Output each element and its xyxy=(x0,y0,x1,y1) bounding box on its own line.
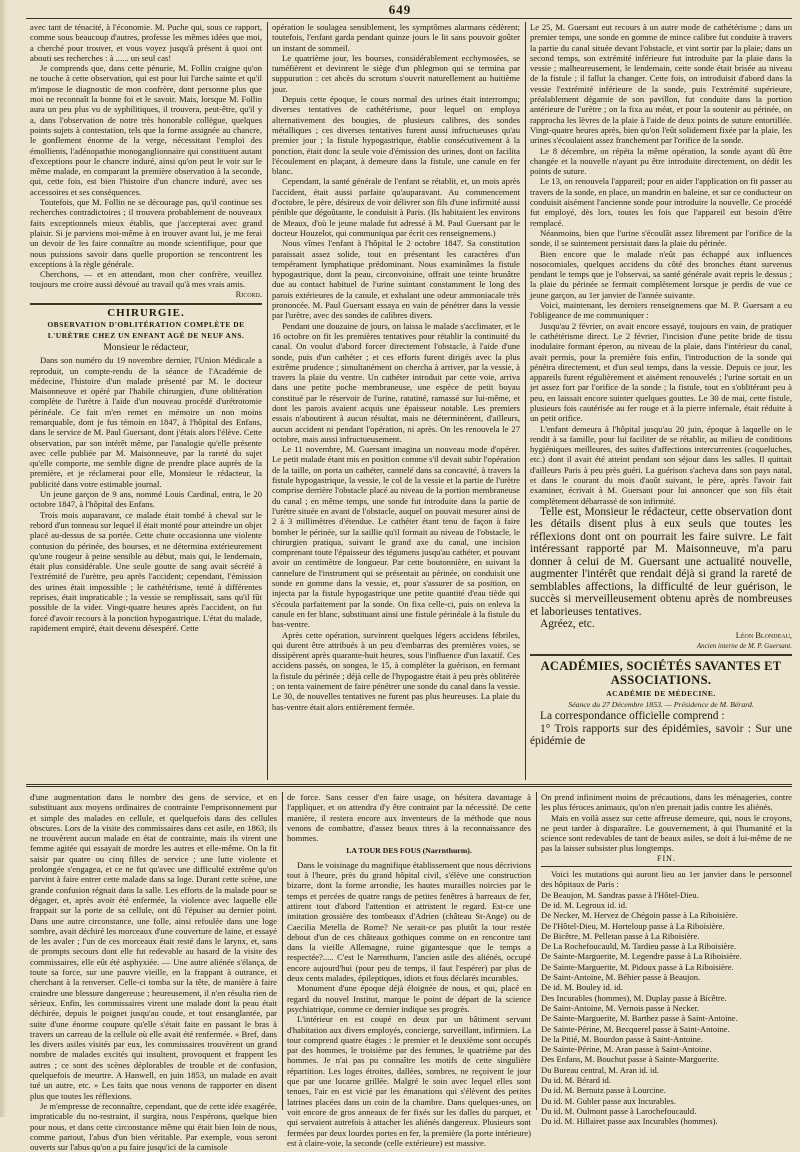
column-5 xyxy=(287,792,531,1148)
list-item: Du id. M. Bernutz passe à Lourcine. xyxy=(541,1085,666,1096)
paragraph: Voici, maintenant, les derniers renseignemens que M. P. Guersant a eu l'obligeance de me communiquer : xyxy=(530,300,792,321)
section-title-academies: ACADÉMIES, SOCIÉTÉS SAVANTES ET ASSOCIATIONS. xyxy=(540,658,782,687)
list-item: De id. M. Legroux id. id. xyxy=(541,899,628,910)
column-rule-2 xyxy=(525,22,526,780)
paragraph: Pendant une douzaine de jours, on laissa le malade s'acclimater, et le 16 octobre on fit les premières tentatives pour rétablir la continuité du canal. On voulut d'abord forcer directement l'obstacle, à l'aide d'une sonde, puis d'un cathéter ; et ces efforts furent dirigés avec la plus extrême prudence ; simultanément on chercha à arriver, par la vessie, à travers la plaie du ventre. Un cathéter introduit par cette voie, arriva dans une petite poche membraneuse, une espèce de petit boyau constitué par le réservoir de l'urine, ratatiné, ramassé sur lui-même, et dont les parois avaient acquis une épaisseur notable. Les premiers essais n'aboutirent à aucun résultat, mais ne déterminèrent, d'ailleurs, aucun accident ni pendant l'opération, ni après. On les renouvela le 27 octobre, mais aussi infructueusement. xyxy=(272,320,520,444)
list-item: Des Incurables (hommes), M. Duplay passe à Bicêtre. xyxy=(541,992,727,1003)
signature-subtitle: Ancien interne de M. P. Guersant. xyxy=(696,642,792,651)
fin-marker: FIN. xyxy=(657,853,676,863)
paragraph: Mais en voilà assez sur cette affreuse demeure, qui, nous le croyons, ne peut tarder à disparaître. Le gouvernement, à qui l'humanité et la science sont redevables de tant de beaux asiles, se doit à lui-même de ne pas la laisser subsister plus longtemps. xyxy=(541,812,792,854)
list-item: De La Rochefoucauld, M. Tardieu passe à La Riboisière. xyxy=(541,941,737,952)
paragraph: Le quatrième jour, les bourses, considérablement ecchymosées, se tuméfièrent et devinrent le siège d'un phlegmon qui se termina par suppuration : cet abcès du scrotum s'ouvrit naturellement au huitième jour. xyxy=(272,52,520,94)
list-item: De Sainte-Marguerite, M. Barthez passe à Saint-Antoine. xyxy=(541,1013,738,1024)
paragraph: Un jeune garçon de 9 ans, nommé Louis Cardinal, entra, le 20 octobre 1847, à l'hôpital des Enfans. xyxy=(30,489,262,510)
paragraph: Nous vîmes l'enfant à l'hôpital le 2 octobre 1847. Sa constitution paraissait assez solide, tout en présentant les caractères d'un tempérament lymphatique prédominant. Nous examinâmes la fistule hypogastrique, dont la peau, circonvoisine, offrait une teinte brunâtre due au contact habituel de l'urine suintant constamment le long des parois extérieures de la canule, et exhalant une odeur ammoniacale très prononcée. M. Paul Guersant essaya en vain de pénétrer dans la vessie par l'urètre, avec des sondes de calibres divers. xyxy=(272,238,520,321)
column-6 xyxy=(541,792,792,1127)
mutations-notice: Voici les mutations qui auront lieu au 1er janvier dans le personnel des hôpitaux de Paris : xyxy=(541,869,792,890)
section-subtitle-academie: ACADÉMIE DE MÉDECINE. xyxy=(606,688,716,698)
paragraph: Bien encore que le malade n'eût pas échappé aux influences nosocomiales, quelques accidens du côté des bronches étant survenus pendant le temps que je l'observai, sa santé générale avait repris le dessus ; la plaie du périnée se fermait complètement lorsque je perdis de vue ce jeune garçon, au 1er janvier de l'année suivante. xyxy=(530,248,792,300)
list-item: Du id. M. Oulmont passe à Larochefoucauld. xyxy=(541,1105,697,1116)
column-rule-3 xyxy=(282,792,283,1110)
paragraph: de force. Sans cesser d'en faire usage, on hésitera davantage à l'appliquer, et on attendra d'y être contraint par la nécessité. De cette manière, il restera encore aux inventeurs de la méthode que nous venons de combattre, d'assez beaux titres à la reconnaissance des hommes. xyxy=(287,792,531,844)
paragraph: Je comprends que, dans cette pénurie, M. Follin craigne qu'on ne touche à cette observation, qui est pour lui l'arche sainte et qu'il m'impose le diagnostic de mon confrère, dont personne plus que moi ne reconnaît la bonne foi et le savoir. Mais, lorsque M. Follin aura un peu plus vu de syphilitiques, il trouvera, peut-être, qu'il y a, dans l'observation de notre très honorable collègue, quelques points sujets à contestation, tels que la forme assignée au chancre, le gonflement énorme de la verge, nécessitant l'emploi des émollients, l'adénopathie monoganglionnaire qui constituent autant d'exceptions pour le chancre induré, ainsi qu'on peut le voir sur le même malade, en comparant la première observation à la seconde, qui, cette fois, est bien l'histoire d'un chancre induré, avec ses accessoires et ses conséquences. xyxy=(30,63,262,197)
column-2 xyxy=(272,22,520,780)
list-item: De Sainte-Périne, M. Becquerel passe à Saint-Antoine. xyxy=(541,1023,730,1034)
page-number: 649 xyxy=(388,2,412,17)
section-divider-rule-double xyxy=(26,786,792,787)
paragraph: Depuis cette époque, le cours normal des urines était interrompu; diverses tentatives de cathétérisme, pour lequel on employa alternativement des bougies, de plusieurs calibres, des sondes métalliques ; ces diverses tentatives furent aussi infructueuses qu'au premier jour ; la fistule hypogastrique, établie consécutivement à la ponction, était donc la seule voie d'émission des urines, dont on facilita l'écoulement en plaçant, à demeure dans la fistule, une canule en fer blanc. xyxy=(272,94,520,177)
salutation: Monsieur le rédacteur, xyxy=(103,342,189,353)
paragraph: Trois mois auparavant, ce malade était tombé à cheval sur le rebord d'un tonneau sur lequel il était monté pour atteindre un objet placé au-dessus de sa portée. Cette chute occasionna une violente contusion du périnée, des bourses, et ne détermina extérieurement qu'une rougeur à peine sensible au début, mais qui, le lendemain, était plus considérable. Une seule goutte de sang avait sécrété à l'extrémité de l'urètre, peu après l'accident; cependant, l'émission des urines était impossible ; le cathétérisme, tenté à différentes reprises, était impraticable ; la vessie se remplissait, sans qu'il fût possible de la vider. Vingt-quatre heures après l'accident, on fut forcé d'avoir recours à la ponction hypogastrique. L'état du malade, rapidement empiré, était devenu désespéré. Cette xyxy=(30,509,262,633)
column-rule-1 xyxy=(267,22,268,780)
list-item: De id. M. Bouley id. id. xyxy=(541,982,623,993)
paragraph-closing: Telle est, Monsieur le rédacteur, cette observation dont les détails disent plus à eux seuls que toutes les réflexions dont ont on pourrait les faire suivre. Le fait intéressant rapporté par M. Maisonneuve, m'a paru donner à celui de M. Guersant une actualité nouvelle, augmenter l'intérêt que rendait déjà si grand la rareté de semblables affections, la difficulté de leur guérison, le succès si merveilleusement obtenu après de nombreuses et laborieuses tentatives. xyxy=(530,505,792,618)
paragraph: opération le soulagea sensiblement, les symptômes alarmans cédèrent; toutefois, l'enfant garda pendant quinze jours le lit sans pouvoir goûter un instant de sommeil. xyxy=(272,22,520,53)
column-3 xyxy=(530,22,792,780)
article-separator xyxy=(30,303,262,305)
paragraph: Jusqu'au 2 février, on avait encore essayé, toujours en vain, de pratiquer le cathétérisme direct. Le 2 février, l'incision d'une petite bride de tissu inodulaire formant éperon, au niveau de la plaie, dans l'intérieur du canal, avait permis, pour la première fois enfin, l'introduction de la sonde qui pénétra directement, et d'un seul temps, dans la vessie. Depuis ce jour, les appareils furent régulièrement et aisément renouvelés ; l'urine sortait en un jet assez fort par l'orifice de la sonde ; la fistule, tout en s'oblitérant peu à peu, en laissait encore suinter quelques gouttes. Le 30 de mai, cette fistule, plusieurs fois cautérisée au fer rouge et à la pierre infernale, était réduite à un petit orifice. xyxy=(530,320,792,424)
paragraph: L'enfant demeura à l'hôpital jusqu'au 20 juin, époque à laquelle on le rendit à sa famille, pour lui faciliter de se rétablir, au milieu de conditions hygiéniques meilleures, des suites d'affections intercurrentes (coqueluches, etc.) dont il avait été atteint pendant son séjour dans les salles. Il quittait d'ailleurs Paris à peu près guéri. La guérison s'acheva dans son pays natal, et dans le courant du mois d'août suivant, le père, après l'avoir fait examiner, écrivait à M. Guersant pour lui annoncer que son fils était complètement débarrassé de son infirmité. xyxy=(530,423,792,506)
list-item: Du id. M. Hillairet passe aux Incurables (hommes). xyxy=(541,1116,718,1127)
paragraph: Le 8 décembre, on répéta la même opération, la sonde ayant dû être changée et la nouvelle n'ayant pu être introduite directement, on dédit les points de suture. xyxy=(530,145,792,177)
subtitle-tour-des-fous: LA TOUR DES FOUS (Narrnthurm). xyxy=(346,846,472,856)
paragraph: L'intérieur en est coupé en deux par un bâtiment servant d'habitation aux divers employés, concierge, surveillant, infirmiers. La tour comprend quatre étages : le premier et le deuxième sont occupés par des hommes, le troisième par des femmes, le quatrième par des hommes. Je n'ai pas pu connaître les motifs de cette singulière répartition. Les loges étroites, dallées, sombres, ne reçoivent le jour que par une lucarne grillée. Malgré le soin avec lequel elles sont tenues, l'air en est vicié par les émanations qui s'élèvent des petites latrines placées dans un coin de la chambre. Dans quelques-unes, on voit encore de gros anneaux de fer fixés sur les dalles du parquet, et qui servaient autrefois à attacher les aliénés dangereux. Plusieurs sont fermées par deux lourdes portes en fer, la première (la porte intérieure) est à claire-voie, la seconde (celle extérieure) est massive. xyxy=(287,1014,531,1148)
paragraph: Après cette opération, survinrent quelques légers accidens fébriles, qui durent être attribués à un peu d'embarras des premières voies, se dissipèrent après quarante-huit heures, sous l'influence d'un laxatif. Ces accidens passés, on songea, le 15, à compléter la guérison, en fermant la fistule du périnée ; déjà celle de l'hypogastre était à peu près oblitérée ; on tenta vainement de faire pénétrer une sonde du canal dans la vessie. Le 30, de nouvelles tentatives ne furent pas plus heureuses. La plaie du bas-ventre était alors entièrement fermée. xyxy=(272,629,520,712)
session-line: Séance du 27 Décembre 1853. — Présidence de M. Bérard. xyxy=(568,699,754,709)
paragraph: d'une augmentation dans le nombre des gens de service, et en substituant aux moyens ordinaires de contrainte l'emprisonnement pur et simple des malades en cellule, et quelquefois dans des cellules obscures. Lors de la visite des commissaires dans cet asile, en 1863, ils ne trouvèrent aucun malade en état de contrainte, mais ils virent une femme agitée qui essayait de mordre les autres et elle-même. On la fit saisir par quatre ou cinq filles de service ; une lutte violente et prolongée s'engagea, et ce ne fut qu'avec une difficulté extrême qu'on parvint à faire entrer cette malade dans sa loge. Durant cette scène, une grande confusion régnait dans la salle. Les efforts de la malade pour se dégager, et, après avoir été enfermée, la violence avec laquelle elle frappait sur la porte de sa cellule, ont dû l'épuiser au dernier point. Dans une autre circonstance, une folle, ainsi refoulée dans une loge sombre, avait déchiré les morceaux d'une couverture de laine, et essayé de les avaler ; l'un de ces morceaux était resté dans le larynx, et, sans de prompts secours dont elle fut redevable au hasard de la visite des commissaires, elle eût été asphyxiée. — Une autre aliénée s'élança, de toute sa force, sur une pauvre vieille, en la frappant à outrance, et cherchant à la renverser. Celle-ci tomba sur la tête, de manière à faire craindre une blessure dangereuse ; heureusement, il n'en résulta rien de sérieux. Enfin, les commissaires virent une malade dont la peau était déchirée, depuis le poignet jusqu'au coude, et tout ensanglantée, par suite d'une énorme coupure qu'elle s'était faite en passant le bras à travers un carreau de la cellule où elle avait été renfermée. « Bref, dans les divers asiles visités par eux, les commissaires trouvèrent un grand nombre de malades excités qui insultent, provoquent et frappent les autres ; ce sont des scènes déplorables de trouble et de confusion, quelquefois de meurtre. A Hanwell, en juin 1853, un malade en avait tué un autre, etc. » Les faits que nous venons de rapporter en disent plus que toutes les réflexions. xyxy=(30,792,277,1101)
paragraph: Cherchons, — et en attendant, mon cher confrère, veuillez toujours me croire aussi dévoué au travail qu'à mes vrais amis. xyxy=(30,269,262,290)
paragraph: Je m'empresse de reconnaître, cependant, que de cette idée exagérée, impraticable du no-restraint, il surgira, nous l'espérons, quelque bien pour nous, et dans cette circonstance même qui était bien loin de nous, comme partout, l'abus d'un bien véritable. Par exemple, vous seront ouverts sur l'abus qu'on a pu faire jusqu'ici de la camisole xyxy=(30,1100,277,1152)
list-item: De l'Hôtel-Dieu, M. Horteloup passe à La Riboisière. xyxy=(541,920,725,931)
list-item: Du id. M. Gubler passe aux Incurables. xyxy=(541,1095,676,1106)
list-item: De Beaujon, M. Sandras passe à l'Hôtel-Dieu. xyxy=(541,889,699,900)
list-item: De la Pitié, M. Bourdon passe à Saint-Antoine. xyxy=(541,1033,703,1044)
list-item: De Saint-Antoine, M. Vernois passe à Necker. xyxy=(541,1002,700,1013)
paragraph: On prend infiniment moins de précautions, dans les ménageries, contre les plus féroces animaux, qu'on n'en prenait jadis contre les aliénés. xyxy=(541,792,792,813)
paragraph: Dans son numéro du 19 novembre dernier, l'Union Médicale a reproduit, un compte-rendu de la séance de l'Académie de médecine, l'histoire d'un malade présenté par M. le docteur Maisonneuve et opéré par l'habile chirurgien, d'une oblitération complète de l'urètre à l'aide d'un nouveau procédé d'urétrotomie périnéale. Ce fait m'en remet en mémoire un non moins remarquable, dont je fus témoin en 1847, à l'hôpital des Enfans, dans le service de M. Paul Guersant, dont j'étais alors l'élève. Cette observation, par son intérêt même, par l'analogie qu'elle présente avec celle publiée par M. Maisonneuve, par la rareté du sujet qu'elle comporte, me semble digne de prendre place auprès de la première, et je réclamerai pour elle, Monsieur le rédacteur, la publicité dans votre estimable journal. xyxy=(30,355,262,489)
paragraph: Dans le voisinage du magnifique établissement que nous décrivions tout à l'heure, près du grand hôpital civil, s'élève une construction bizarre, dont la forme arrondie, les hautes murailles noircies par le temps et percées de quatre rangs de petites fenêtres à barreaux de fer, attirent tout d'abord l'attention et attristent le regard. Est-ce une imitation grossière des tombeaux d'Adrien (château St-Ange) ou de Caecilia Metella de Rome? Ne serait-ce pas plutôt la tour restée debout d'un de ces châteaux gothiques comme on en rencontre tant dans la vieille Allemagne, ruine gigantesque que le temps a respectée?..... C'est le Narrnthurm, l'ancien asile des aliénés, occupé encore aujourd'hui (pour peu de temps, il faut l'espérer) par plus de deux cents malades, épileptiques, idiots et fous déclarés incurables. xyxy=(287,859,531,984)
list-item: De Sainte-Périne, M. Aran passe à Saint-Antoine. xyxy=(541,1044,712,1055)
section-title-chirurgie: CHIRURGIE. xyxy=(107,307,185,320)
page-edge-shadow xyxy=(0,0,7,1117)
list-item: Du id. M. Bérard id. xyxy=(541,1075,611,1086)
signature-ricord: Ricord. xyxy=(235,289,262,299)
paragraph: Le 13, on renouvela l'appareil; pour en aider l'application on fit passer au travers de la sonde, en place, un mandrin en baleine, et sur ce conducteur on conduisit aisément l'ancienne sonde pour introduire la nouvelle. Ce procédé fut employé, dès lors, toutes les fois que l'appareil eut besoin d'être remplacé. xyxy=(530,176,792,228)
article-title: OBSERVATION D'OBLITÉRATION COMPLÈTE DE L'URÈTRE CHEZ UN ENFANT AGÉ DE NEUF ANS. xyxy=(47,320,245,340)
paragraph: Toutefois, que M. Follin ne se décourage pas, qu'il continue ses recherches contradictoires ; il trouvera probablement de nouveaux faits exceptionnels mieux établis, que j'accepterai avec grand plaisir. Si je parviens moi-même à en trouver avant lui, je me ferai un devoir de les faire connaître au monde scientifique, pour que nous puissions savoir dans quelle proportion se rencontrent les exceptions à la règle générale. xyxy=(30,197,262,269)
paragraph: Le 25, M. Guersant eut recours à un autre mode de cathétérisme ; dans un premier temps, une sonde en gomme de mince calibre fut conduite à travers la partie du canal située devant l'obstacle, et vint sortir par la plaie; dans un second temps, son extrémité inférieure fut introduite par la plaie dans la vessie ; malheureusement, le lendemain, cette sonde était brisée au niveau de la fistule ; il fallut la changer. Cette fois, on introduisit d'abord dans la vessie l'extrémité inférieure de la sonde, puis l'extrémité supérieure, préalablement dégarnie de son pavillon, fut conduite dans la portion antérieure de l'urètre ; on la fixa au méat, et pour la soutenir au périnée, on rapprocha les lèvres de la plaie à l'aide de deux points de suture entortillée. Vingt-quatre heures après, bien qu'on l'eût solidement fixée par la plaie, les urines s'écoulaient assez franchement par l'orifice de la sonde. xyxy=(530,22,792,146)
article-separator xyxy=(541,866,792,867)
list-item: De Bicêtre, M. Pelletan passe à La Riboisière. xyxy=(541,930,700,941)
list-item: De Saint-Antoine, M. Béhier passe à Beaujon. xyxy=(541,972,701,983)
paragraph: avec tant de ténacité, à l'économie. M. Puche qui, sous ce rapport, comme sous beaucoup d'autres, professe les mêmes idées que moi, a cherché pour trouver, et vous voyez jusqu'à présent à quoi ont abouti ses recherches : à ...... un seul cas! xyxy=(30,22,262,63)
paragraph: Néanmoins, bien que l'urine s'écoulât assez librement par l'orifice de la sonde, il se suintement persistait dans la plaie du périnée. xyxy=(530,227,792,249)
list-item: Du Bureau central, M. Aran id. id. xyxy=(541,1064,659,1075)
list-item: De Sainte-Marguerite, M. Legendre passe à La Riboisière. xyxy=(541,951,742,962)
paragraph: Monument d'une époque déjà éloignée de nous, et qui, placé en regard du nouvel Institut, marque le point de départ de la science psychiatrique, comme ce dernier indique ses progrès. xyxy=(287,983,531,1014)
closing-line: Agréez, etc. xyxy=(540,618,595,631)
paragraph: Cependant, la santé générale de l'enfant se rétablit, et, un mois après l'accident, était aussi parfaite qu'auparavant. Au commencement d'octobre, le père, désireux de voir délivrer son fils d'une infirmité aussi pénible que dégoûtante, le conduisit à Paris. (Ils habitaient les environs de Meaux, d'où le jeune malade fut adressé à M. Paul Guersant par le docteur Houzelot, qui communiqua par écrit ces renseignemens.) xyxy=(272,176,520,238)
signature-blondeau: Léon Blondeau, xyxy=(735,630,792,640)
column-1 xyxy=(30,22,262,780)
section-divider-rule xyxy=(26,784,792,785)
mutations-list xyxy=(541,890,792,1127)
article-separator xyxy=(530,654,792,656)
list-item: Des Enfans, M. Bouchut passe à Sainte-Marguerite. xyxy=(541,1054,720,1065)
correspondence-item: 1° Trois rapports sur des épidémies, savoir : Sur une épidémie de xyxy=(530,722,792,748)
correspondence-line: La correspondance officielle comprend : xyxy=(540,710,725,723)
list-item: De Sainte-Marguerite, M. Pidoux passe à La Riboisière. xyxy=(541,961,734,972)
top-rule xyxy=(26,18,792,19)
column-rule-4 xyxy=(536,792,537,1110)
list-item: De Necker, M. Hervez de Chégoin passe à La Riboisière. xyxy=(541,910,738,921)
paragraph: Le 11 novembre, M. Guersant imagina un nouveau mode d'opérer. Le petit malade étant mis en position comme s'il devait subir l'opération de la taille, on porta un cathéter, cannelé dans sa concavité, à travers la fistule hypogastrique, la vessie, le col de la vessie et la partie de l'urètre comprise derrière l'obstacle placé au niveau de la portion membraneuse du canal ; en même temps, une sonde fut introduite dans la partie de l'urètre située en avant de l'obstacle, auquel on pouvait mesurer ainsi de 2 à 3 millimètres d'étendue. Le cathéter étant tenu de façon à faire bomber le périnée, sur la saillie qu'il formait au niveau de l'obstacle, le chirurgien pratiqua, suivant le grand axe du canal, une incision comprenant toute l'épaisseur des tégumens jusqu'au cathéter, et pouvant avoir un centimètre de longueur. Par cette boutonnière, en suivant la cannelure de l'instrument qui se présentait au périnée, on conduisit une sonde en gomme dans la vessie, et, pour s'assurer de sa position, on injecta par la fistule hypogastrique une petite quantité d'eau tiède qui s'écoula parfaitement par la sonde. On fixa celle-ci, puis on enleva la canule en fer blanc, substituant ainsi une fistule périnéale à la fistule du bas-ventre. xyxy=(272,444,520,630)
column-4 xyxy=(30,792,277,1152)
